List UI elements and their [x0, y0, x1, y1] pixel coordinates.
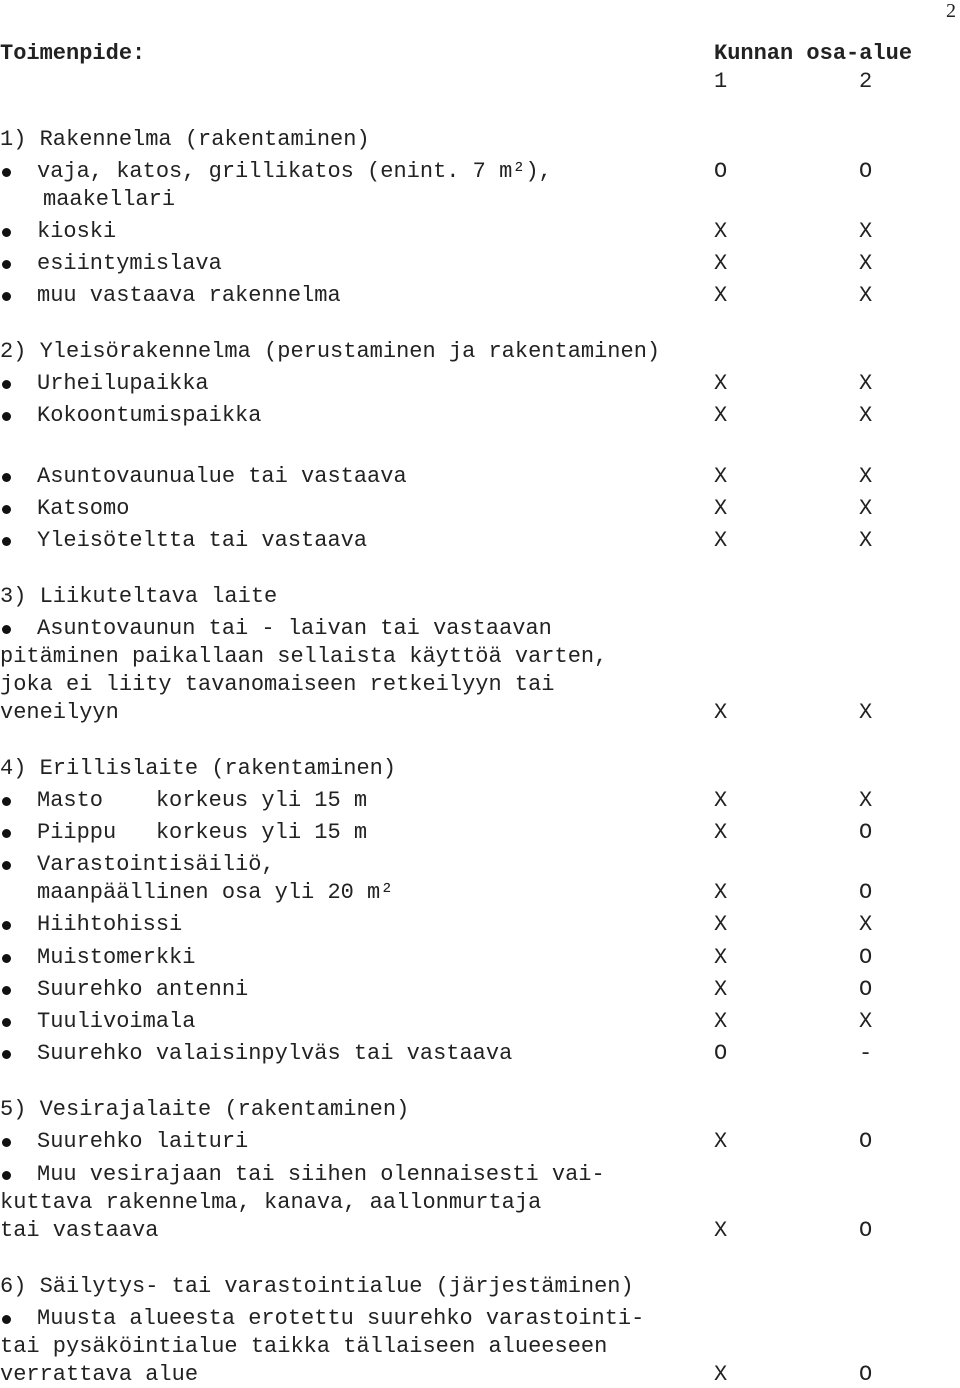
district-1-mark: X	[714, 496, 728, 521]
bullet-icon	[2, 537, 11, 546]
district-1-mark: X	[714, 788, 728, 813]
district-1-mark: X	[714, 912, 728, 937]
page-number: 2	[946, 0, 956, 22]
list-item: Asuntovaunualue tai vastaava	[37, 464, 407, 489]
bullet-icon	[2, 1315, 11, 1324]
district-1-mark: O	[714, 159, 728, 184]
text-line: pitäminen paikallaan sellaista käyttöä varten,	[0, 644, 608, 669]
list-item: muu vastaava rakennelma	[37, 283, 341, 308]
bullet-icon	[2, 228, 11, 237]
bullet-icon	[2, 954, 11, 963]
list-item: Piippu korkeus yli 15 m	[37, 820, 368, 845]
district-1-mark: X	[714, 283, 728, 308]
list-item: Hiihtohissi	[37, 912, 183, 937]
bullet-icon	[2, 829, 11, 838]
text-line: maanpäällinen osa yli 20 m²	[37, 880, 394, 905]
district-1-mark: X	[714, 977, 728, 1002]
text-line: 4) Erillislaite (rakentaminen)	[0, 756, 397, 781]
district-1-mark: X	[714, 403, 728, 428]
header-column-2: 2	[859, 69, 873, 94]
list-item: Yleisöteltta tai vastaava	[37, 528, 368, 553]
text-line: joka ei liity tavanomaiseen retkeilyyn tai	[0, 672, 555, 697]
district-1-mark: X	[714, 528, 728, 553]
district-2-mark: O	[859, 1129, 873, 1154]
list-item: Suurehko valaisinpylväs tai vastaava	[37, 1041, 513, 1066]
district-1-mark: X	[714, 251, 728, 276]
district-2-mark: O	[859, 820, 873, 845]
list-item: Masto korkeus yli 15 m	[37, 788, 368, 813]
text-line: 5) Vesirajalaite (rakentaminen)	[0, 1097, 410, 1122]
list-item: Asuntovaunun tai - laivan tai vastaavan	[37, 616, 552, 641]
district-2-mark: O	[859, 1218, 873, 1243]
district-2-mark: X	[859, 403, 873, 428]
header-column-1: 1	[714, 69, 728, 94]
list-item: Kokoontumispaikka	[37, 403, 262, 428]
district-1-mark: X	[714, 1129, 728, 1154]
bullet-icon	[2, 1050, 11, 1059]
district-1-mark: X	[714, 1362, 728, 1387]
district-2-mark: X	[859, 219, 873, 244]
bullet-icon	[2, 1018, 11, 1027]
district-1-mark: X	[714, 219, 728, 244]
bullet-icon	[2, 260, 11, 269]
district-2-mark: X	[859, 912, 873, 937]
district-2-mark: X	[859, 528, 873, 553]
bullet-icon	[2, 412, 11, 421]
bullet-icon	[2, 986, 11, 995]
list-item: Katsomo	[37, 496, 130, 521]
district-2-mark: X	[859, 251, 873, 276]
district-1-mark: X	[714, 464, 728, 489]
list-item: Urheilupaikka	[37, 371, 209, 396]
bullet-icon	[2, 861, 11, 870]
bullet-icon	[2, 168, 11, 177]
list-item: esiintymislava	[37, 251, 222, 276]
list-item: Muistomerkki	[37, 945, 196, 970]
district-1-mark: X	[714, 1009, 728, 1034]
district-2-mark: X	[859, 496, 873, 521]
text-line: maakellari	[43, 187, 176, 212]
bullet-icon	[2, 797, 11, 806]
text-line: veneilyyn	[0, 700, 119, 725]
bullet-icon	[2, 380, 11, 389]
list-item: Suurehko laituri	[37, 1129, 249, 1154]
list-item: Suurehko antenni	[37, 977, 249, 1002]
district-1-mark: X	[714, 880, 728, 905]
district-1-mark: X	[714, 371, 728, 396]
text-line: 3) Liikuteltava laite	[0, 584, 278, 609]
district-2-mark: O	[859, 880, 873, 905]
bullet-icon	[2, 1138, 11, 1147]
text-line: 1) Rakennelma (rakentaminen)	[0, 127, 370, 152]
district-2-mark: O	[859, 945, 873, 970]
list-item: kioski	[37, 219, 117, 244]
district-2-mark: X	[859, 1009, 873, 1034]
list-item: Muusta alueesta erotettu suurehko varastointi-	[37, 1306, 645, 1331]
district-2-mark: X	[859, 283, 873, 308]
bullet-icon	[2, 505, 11, 514]
district-2-mark: O	[859, 1362, 873, 1387]
district-1-mark: X	[714, 1218, 728, 1243]
text-line: kuttava rakennelma, kanava, aallonmurtaja	[0, 1190, 542, 1215]
bullet-icon	[2, 292, 11, 301]
header-district-label: Kunnan osa-alue	[714, 41, 913, 66]
header-action-label: Toimenpide:	[0, 41, 146, 66]
district-2-mark: O	[859, 159, 873, 184]
district-1-mark: X	[714, 700, 728, 725]
district-2-mark: X	[859, 464, 873, 489]
list-item: Muu vesirajaan tai siihen olennaisesti vai-	[37, 1162, 605, 1187]
district-2-mark: X	[859, 700, 873, 725]
bullet-icon	[2, 1171, 11, 1180]
bullet-icon	[2, 473, 11, 482]
text-line: tai vastaava	[0, 1218, 159, 1243]
list-item: vaja, katos, grillikatos (enint. 7 m²),	[37, 159, 552, 184]
district-1-mark: X	[714, 820, 728, 845]
district-2-mark: O	[859, 977, 873, 1002]
list-item: Tuulivoimala	[37, 1009, 196, 1034]
text-line: tai pysäköintialue taikka tällaiseen alueeseen	[0, 1334, 608, 1359]
text-line: 2) Yleisörakennelma (perustaminen ja rakentaminen)	[0, 339, 661, 364]
text-line: verrattava alue	[0, 1362, 199, 1387]
bullet-icon	[2, 921, 11, 930]
text-line: 6) Säilytys- tai varastointialue (järjestäminen)	[0, 1274, 634, 1299]
list-item: Varastointisäiliö,	[37, 852, 275, 877]
bullet-icon	[2, 625, 11, 634]
district-1-mark: X	[714, 945, 728, 970]
district-2-mark: -	[859, 1041, 873, 1066]
district-2-mark: X	[859, 371, 873, 396]
district-1-mark: O	[714, 1041, 728, 1066]
district-2-mark: X	[859, 788, 873, 813]
